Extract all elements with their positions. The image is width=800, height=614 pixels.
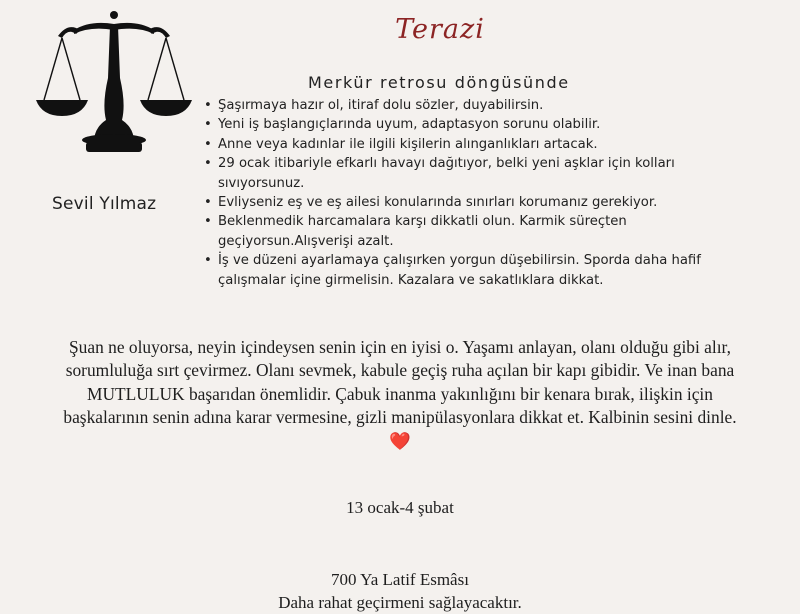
list-item: • Evliyseniz eş ve eş ailesi konularında sınırları korumanız gerekiyor. [204,193,744,212]
main-paragraph [60,336,740,453]
footer-note [0,568,800,614]
list-item: • Şaşırmaya hazır ol, itiraf dolu sözler, duyabilirsin. [204,96,744,115]
heart-icon: ❤️ [389,430,411,451]
list-item: • Yeni iş başlangıçlarında uyum, adaptasyon sorunu olabilir. [204,115,744,134]
date-range: 13 ocak-4 şubat [346,498,454,517]
list-item: • Anne veya kadınlar ile ilgili kişilerin alınganlıkları artacak. [204,135,744,154]
page-subtitle: Merkür retrosu döngüsünde [308,73,570,92]
author-name: Sevil Yılmaz [52,194,157,214]
list-item: • Beklenmedik harcamalara karşı dikkatli olun. Karmik süreçten geçiyorsun.Alışverişi azalt. [204,212,744,251]
list-item: • İş ve düzeni ayarlamaya çalışırken yorgun düşebilirsin. Sporda daha hafif çalışmalar içine girmelisin. Kazalara ve sakatlıklara dikkat. [204,251,744,290]
footer-line-1: 700 Ya Latif Esmâsı [331,570,469,589]
list-item: • 29 ocak itibariyle efkarlı havayı dağıtıyor, belki yeni aşklar için kolları sıvıyorsunuz. [204,154,744,193]
forecast-list [204,96,744,290]
main-paragraph-text: Şuan ne oluyorsa, neyin içindeysen senin için en iyisi o. Yaşamı anlayan, olanı olduğu gibi alır, sorumluluğa sırt çevirmez. Olanı sevmek, kabule geçiş ruha açılan bir kapı gibidir. Ve inan bana MUTLULUK başarıdan önemlidir. Çabuk inanma yakınlığını bir kenara bırak, ilişkin için başkalarının senin adına karar vermesine, gizli manipülasyonlara dikkat et. Kalbinin sesini dinle. [63,337,737,428]
page-title: Terazi [395,14,485,45]
footer-line-2: Daha rahat geçirmeni sağlayacaktır. [278,593,522,612]
